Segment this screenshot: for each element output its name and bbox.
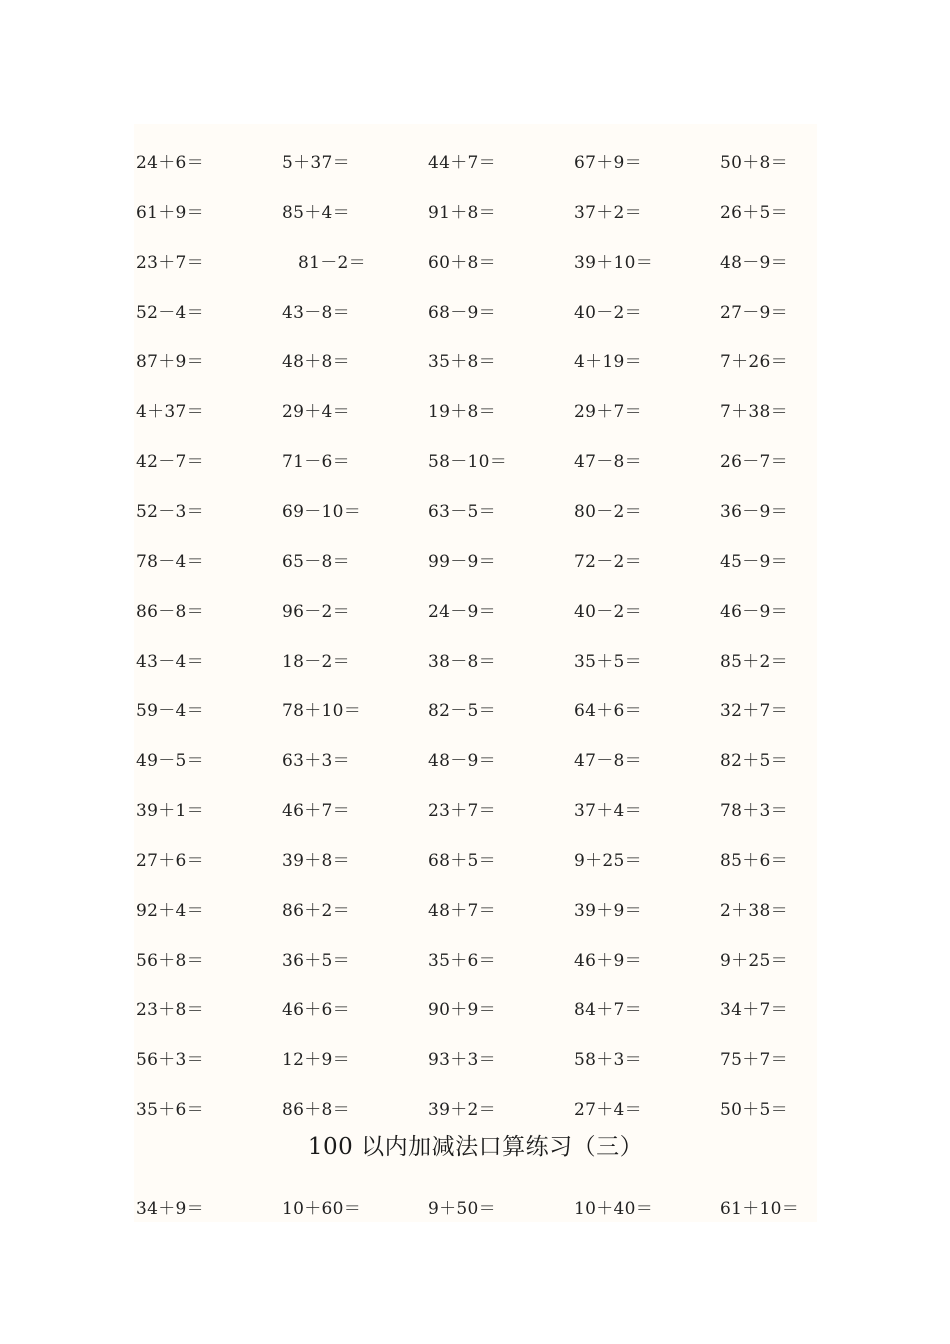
exercise-problem: 37＋2＝ <box>574 202 642 223</box>
exercise-problem: 36－9＝ <box>720 501 788 522</box>
exercise-row <box>134 597 817 627</box>
exercise-problem: 45－9＝ <box>720 551 788 572</box>
exercise-problem: 50＋8＝ <box>720 153 788 173</box>
exercise-problem: 58－10＝ <box>428 452 508 473</box>
exercise-problem: 60＋8＝ <box>428 252 496 273</box>
exercise-problem: 46－9＝ <box>720 601 788 622</box>
exercise-problem: 18－2＝ <box>282 651 350 672</box>
exercise-problem: 24＋6＝ <box>136 153 204 173</box>
exercise-problem: 34＋7＝ <box>720 1000 788 1021</box>
exercise-problem: 43－8＝ <box>282 302 350 323</box>
exercise-problem: 34＋9＝ <box>136 1199 204 1219</box>
exercise-row <box>134 298 817 328</box>
exercise-problem: 32＋7＝ <box>720 701 788 722</box>
exercise-row <box>134 248 817 278</box>
exercise-problem: 48－9＝ <box>720 252 788 273</box>
exercise-problem: 90＋9＝ <box>428 1000 496 1021</box>
exercise-problem: 39＋10＝ <box>574 252 654 273</box>
section-title: 100 以内加减法口算练习（三） <box>307 1134 644 1160</box>
exercise-problem: 64＋6＝ <box>574 701 642 722</box>
exercise-problem: 71－6＝ <box>282 452 350 473</box>
exercise-row <box>134 397 817 427</box>
exercise-problem: 9＋25＝ <box>720 950 788 971</box>
exercise-problem: 80－2＝ <box>574 501 642 522</box>
exercise-row <box>134 746 817 776</box>
exercise-problem: 9＋50＝ <box>428 1199 496 1219</box>
exercise-row <box>134 497 817 527</box>
exercise-row <box>134 796 817 826</box>
exercise-problem: 46＋9＝ <box>574 950 642 971</box>
exercise-row <box>134 846 817 876</box>
exercise-problem: 86＋2＝ <box>282 900 350 921</box>
exercise-problem: 26＋5＝ <box>720 202 788 223</box>
exercise-row <box>134 995 817 1025</box>
exercise-row <box>134 198 817 228</box>
exercise-problem: 27＋4＝ <box>574 1100 642 1121</box>
exercise-problem: 63＋3＝ <box>282 751 350 772</box>
exercise-problem: 72－2＝ <box>574 551 642 572</box>
exercise-problem: 5＋37＝ <box>282 153 350 173</box>
exercise-problem: 39＋8＝ <box>282 850 350 871</box>
exercise-problem: 46＋6＝ <box>282 1000 350 1021</box>
exercise-problem: 23＋7＝ <box>428 801 496 822</box>
exercise-problem: 59－4＝ <box>136 701 204 722</box>
exercise-problem: 42－7＝ <box>136 452 204 473</box>
exercise-row <box>134 1095 817 1125</box>
exercise-problem: 61＋9＝ <box>136 202 204 223</box>
exercise-problem: 2＋38＝ <box>720 900 788 921</box>
exercise-problem: 86－8＝ <box>136 601 204 622</box>
exercise-problem: 82＋5＝ <box>720 751 788 772</box>
exercise-problem: 12＋9＝ <box>282 1050 350 1071</box>
exercise-problem: 68＋5＝ <box>428 850 496 871</box>
exercise-problem: 35＋5＝ <box>574 651 642 672</box>
exercise-problem: 4＋37＝ <box>136 402 204 423</box>
exercise-problem: 91＋8＝ <box>428 202 496 223</box>
exercise-problem: 85＋6＝ <box>720 850 788 871</box>
exercise-problem: 10＋60＝ <box>282 1199 362 1219</box>
exercise-problem: 23＋7＝ <box>136 252 204 273</box>
exercise-problem: 78＋3＝ <box>720 801 788 822</box>
exercise-row <box>134 896 817 926</box>
exercise-problem: 78－4＝ <box>136 551 204 572</box>
exercise-problem: 24－9＝ <box>428 601 496 622</box>
exercise-problem: 63－5＝ <box>428 501 496 522</box>
exercise-problem: 38－8＝ <box>428 651 496 672</box>
worksheet-page <box>134 124 817 1222</box>
exercise-problem: 85＋4＝ <box>282 202 350 223</box>
exercise-problem: 93＋3＝ <box>428 1050 496 1071</box>
exercise-problem: 78＋10＝ <box>282 701 362 722</box>
exercise-row <box>134 547 817 577</box>
exercise-problem: 40－2＝ <box>574 302 642 323</box>
exercise-problem: 68－9＝ <box>428 302 496 323</box>
exercise-problem: 48＋8＝ <box>282 352 350 373</box>
exercise-problem: 69－10＝ <box>282 501 362 522</box>
exercise-problem: 50＋5＝ <box>720 1100 788 1121</box>
exercise-problem: 27＋6＝ <box>136 850 204 871</box>
exercise-problem: 84＋7＝ <box>574 1000 642 1021</box>
exercise-problem: 44＋7＝ <box>428 153 496 173</box>
exercise-problem: 35＋8＝ <box>428 352 496 373</box>
exercise-problem: 96－2＝ <box>282 601 350 622</box>
exercise-row <box>134 946 817 976</box>
exercise-row <box>134 1045 817 1075</box>
exercise-problem: 49－5＝ <box>136 751 204 772</box>
exercise-problem: 9＋25＝ <box>574 850 642 871</box>
exercise-problem: 65－8＝ <box>282 551 350 572</box>
exercise-row <box>134 148 817 178</box>
exercise-problem: 4＋19＝ <box>574 352 642 373</box>
exercise-problem: 26－7＝ <box>720 452 788 473</box>
exercise-problem: 52－4＝ <box>136 302 204 323</box>
exercise-problem: 56＋8＝ <box>136 950 204 971</box>
exercise-problem: 39＋9＝ <box>574 900 642 921</box>
exercise-problem: 75＋7＝ <box>720 1050 788 1071</box>
exercise-problem: 61＋10＝ <box>720 1199 800 1219</box>
exercise-problem: 47－8＝ <box>574 751 642 772</box>
exercise-row <box>134 647 817 677</box>
exercise-problem: 52－3＝ <box>136 501 204 522</box>
exercise-problem: 23＋8＝ <box>136 1000 204 1021</box>
exercise-row <box>134 1194 817 1224</box>
exercise-problem: 48－9＝ <box>428 751 496 772</box>
exercise-problem: 48＋7＝ <box>428 900 496 921</box>
exercise-problem: 35＋6＝ <box>136 1100 204 1121</box>
exercise-problem: 67＋9＝ <box>574 153 642 173</box>
exercise-row <box>134 347 817 377</box>
exercise-problem: 19＋8＝ <box>428 402 496 423</box>
exercise-problem: 7＋26＝ <box>720 352 788 373</box>
exercise-problem: 29＋4＝ <box>282 402 350 423</box>
exercise-problem: 99－9＝ <box>428 551 496 572</box>
exercise-problem: 87＋9＝ <box>136 352 204 373</box>
exercise-problem: 81－2＝ <box>298 252 366 273</box>
exercise-problem: 56＋3＝ <box>136 1050 204 1071</box>
exercise-problem: 92＋4＝ <box>136 900 204 921</box>
exercise-problem: 29＋7＝ <box>574 402 642 423</box>
exercise-problem: 36＋5＝ <box>282 950 350 971</box>
exercise-problem: 86＋8＝ <box>282 1100 350 1121</box>
exercise-problem: 46＋7＝ <box>282 801 350 822</box>
exercise-problem: 43－4＝ <box>136 651 204 672</box>
exercise-problem: 47－8＝ <box>574 452 642 473</box>
exercise-problem: 58＋3＝ <box>574 1050 642 1071</box>
exercise-row <box>134 696 817 726</box>
exercise-problem: 39＋1＝ <box>136 801 204 822</box>
exercise-problem: 27－9＝ <box>720 302 788 323</box>
exercise-problem: 35＋6＝ <box>428 950 496 971</box>
exercise-problem: 85＋2＝ <box>720 651 788 672</box>
exercise-row <box>134 447 817 477</box>
exercise-problem: 10＋40＝ <box>574 1199 654 1219</box>
exercise-problem: 82－5＝ <box>428 701 496 722</box>
exercise-problem: 37＋4＝ <box>574 801 642 822</box>
exercise-problem: 39＋2＝ <box>428 1100 496 1121</box>
exercise-problem: 40－2＝ <box>574 601 642 622</box>
exercise-problem: 7＋38＝ <box>720 402 788 423</box>
